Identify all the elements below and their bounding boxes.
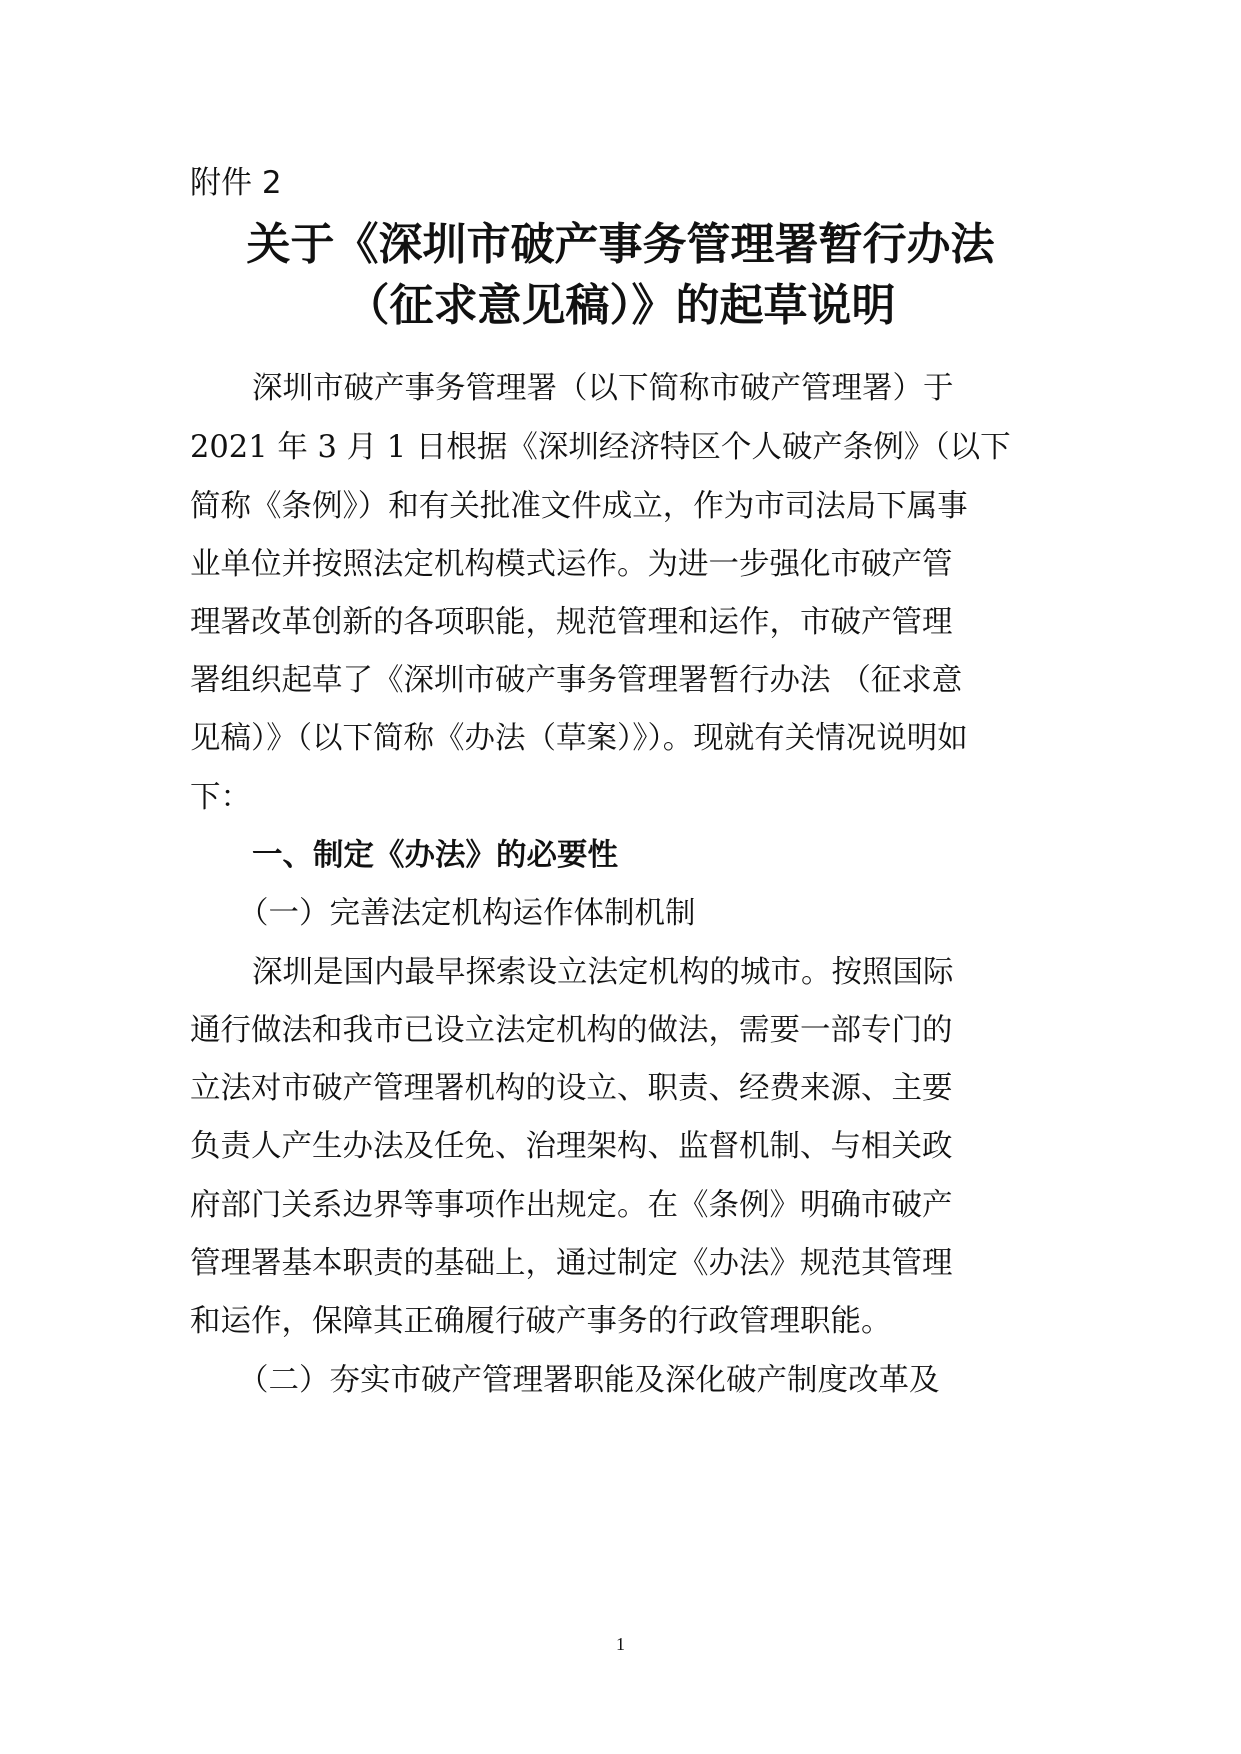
attachment-label: 附件 2: [190, 165, 282, 201]
body-line: 深圳市破产事务管理署（以下简称市破产管理署）于: [252, 371, 954, 406]
body-line: 管理署基本职责的基础上，通过制定《办法》规范其管理: [190, 1246, 953, 1281]
body-line: 见稿）》（以下简称《办法（草案）》）。现就有关情况说明如: [190, 721, 968, 756]
page-number: 1: [616, 1634, 625, 1654]
body-line: 深圳是国内最早探索设立法定机构的城市。按照国际: [252, 955, 954, 990]
body-line: 业单位并按照法定机构模式运作。为进一步强化市破产管: [190, 547, 953, 582]
section-heading: 一、制定《办法》的必要性: [252, 838, 618, 873]
body-line: 理署改革创新的各项职能，规范管理和运作，市破产管理: [190, 605, 953, 640]
body-line: 和运作，保障其正确履行破产事务的行政管理职能。: [190, 1304, 892, 1339]
body-line: 简称《条例》）和有关批准文件成立，作为市司法局下属事: [190, 489, 968, 524]
body-line: 立法对市破产管理署机构的设立、职责、经费来源、主要: [190, 1071, 953, 1106]
body-line: 府部门关系边界等事项作出规定。在《条例》明确市破产: [190, 1188, 953, 1223]
subsection-heading: （一）完善法定机构运作体制机制: [238, 896, 696, 931]
document-title-line-1: 关于《深圳市破产事务管理署暂行办法: [246, 219, 995, 270]
document-title-line-2: （征求意见稿）》的起草说明: [345, 280, 896, 331]
body-line: 署组织起草了《深圳市破产事务管理署暂行办法 （征求意: [190, 663, 963, 698]
body-line: 2021 年 3 月 1 日根据《深圳经济特区个人破产条例》（以下: [190, 430, 1011, 465]
body-line: 通行做法和我市已设立法定机构的做法，需要一部专门的: [190, 1013, 953, 1048]
subsection-heading: （二）夯实市破产管理署职能及深化破产制度改革及: [238, 1363, 940, 1398]
body-line: 负责人产生办法及任免、治理架构、监督机制、与相关政: [190, 1129, 953, 1164]
body-line: 下：: [190, 780, 251, 815]
